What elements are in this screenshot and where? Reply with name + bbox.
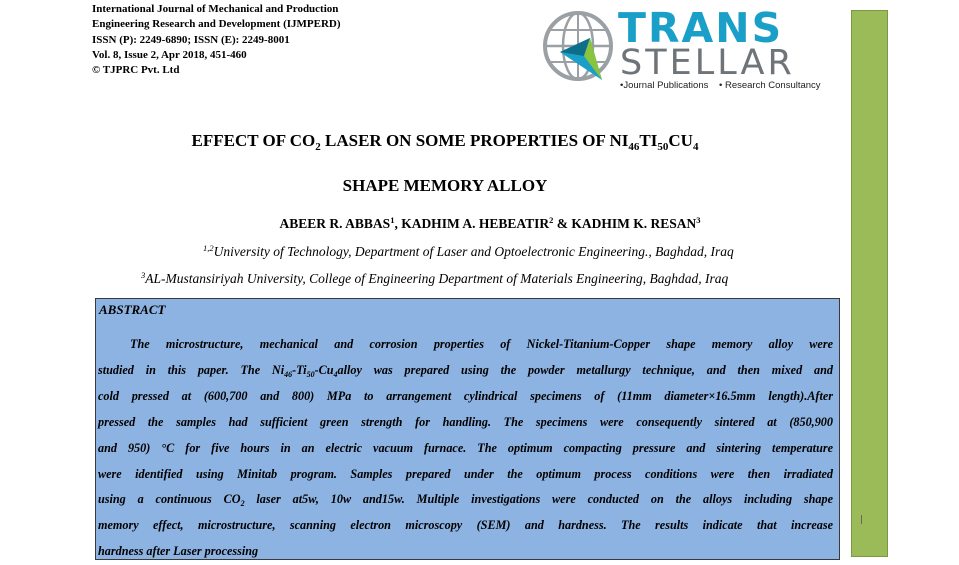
abstract-line: were identified using Minitab program. Samples prepared under the optimum process conditions were then irradiated [98,466,833,481]
journal-name-line2: Engineering Research and Development (IJMPERD) [92,18,341,31]
author-hebeatir: , KADHIM A. HEBEATIR [394,216,550,231]
margin-tick [861,515,862,524]
abstract-line: and 950) °C for five hours in an electric vacuum furnace. The optimum compacting pressure and sintering temperature [98,440,833,455]
affiliation-1: $^{1,2}$University of Technology, Department of Laser and Optoelectronic Engineering., Baghdad, Iraq [203,243,734,259]
journal-copyright: © TJPRC Pvt. Ltd [92,64,180,77]
journal-volume: Vol. 8, Issue 2, Apr 2018, 451-460 [92,48,247,61]
abstract-line: studied in this paper. The $Ni_{46}-Ti_{50}-Cu_4alloy$ was prepared using the powder metallurgy technique, and then mixed and [98,362,833,379]
paper-title-line2: SHAPE MEMORY ALLOY [342,176,548,195]
logo-tag-research: • Research Consultancy [719,80,821,91]
affiliation-2: $^3$AL-Mustansiriyah University, College of Engineering Department of Materials Engineering, Baghdad, Iraq [141,270,729,286]
globe-icon [540,8,620,90]
abstract-line: hardness after Laser processing [98,544,259,559]
abstract-line: memory effect, microstructure, scanning electron microscopy (SEM) and hardness. The results indicate that increase [98,518,833,533]
logo-tag-journal: •Journal Publications [620,80,709,91]
paper-title-line1: EFFECT OF $CO_2$ LASER ON SOME PROPERTIES OF $NI_{46}TI_{50}CU_4$ [191,131,699,153]
abstract-line: The microstructure, mechanical and corrosion properties of Nickel-Titanium-Copper shape memory alloy were [130,337,833,351]
author-list: ABEER R. ABBAS$^1$, KADHIM A. HEBEATIR$^2$ & KADHIM K. RESAN$^3$ [279,215,701,231]
abstract-text [98,332,833,565]
journal-info [92,2,341,78]
abstract-line: cold pressed at (600,700 and 800) MPa to arrangement cylindrical specimens of (11mm diameter×16.5mm length).After [98,388,833,403]
journal-name-line1: International Journal of Mechanical and Production [92,3,339,15]
author-abbas: ABEER R. ABBAS [279,216,391,231]
transstellar-logo [540,4,840,96]
logo-word-stellar: STELLAR [620,43,795,83]
abstract-heading: ABSTRACT [99,302,166,317]
abstract-box [95,298,840,560]
logo-word-trans: TRANS [618,4,784,52]
abstract-line: using a continuous $CO_2$ laser at5w, 10w and15w. Multiple investigations were conducted on the alloys including shape [98,492,833,509]
green-side-bar [851,10,888,557]
author-resan: & KADHIM K. RESAN [553,216,697,231]
journal-issn: ISSN (P): 2249-6890; ISSN (E): 2249-8001 [92,33,290,46]
logo-tagline [620,80,829,91]
abstract-line: pressed the samples had sufficient green strength for handling. The specimens were consequently sintered at (850,900 [98,414,833,429]
